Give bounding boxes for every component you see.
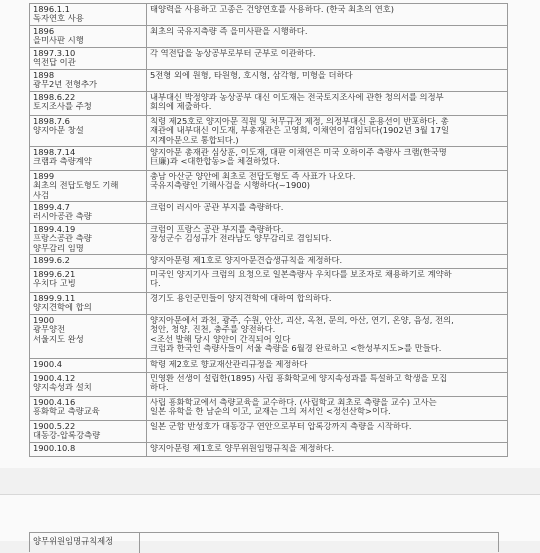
description-line: 다. (150, 279, 161, 289)
description-cell (147, 224, 508, 255)
description-line: 태양력을 사용하고 고종은 건양연호를 사용하다. (한국 최초의 연호) (150, 5, 394, 14)
date-cell (30, 421, 147, 443)
date-cell (30, 224, 147, 255)
event-date: 1896.1.1 (33, 5, 70, 14)
date-cell (30, 359, 147, 373)
date-cell (30, 48, 147, 70)
description-line: 크럼이 러시아 공관 부지를 측량하다. (150, 203, 284, 212)
event-date: 1896 (33, 27, 55, 36)
event-title: 흥화학교 측량교육 (33, 407, 100, 417)
table-row (30, 26, 508, 48)
description-cell (147, 26, 508, 48)
description-cell (147, 116, 508, 147)
description-cell (147, 421, 508, 443)
date-cell (30, 397, 147, 421)
date-cell (30, 293, 147, 315)
table-row (30, 116, 508, 147)
description-line: 내부대신 박정양과 농상공부 대신 이도재는 전국토지조사에 관한 청의서를 의정부 (150, 93, 444, 102)
event-date: 1898.7.14 (33, 148, 76, 157)
event-date: 1900.10.8 (33, 444, 76, 453)
event-date: 1900.5.22 (33, 422, 76, 431)
event-title: 토지조사를 주청 (33, 102, 92, 112)
event-title: 러시아공관 측량 (33, 212, 92, 222)
table-row (30, 293, 508, 315)
date-cell (30, 147, 147, 171)
description-cell (147, 255, 508, 269)
table-row (30, 269, 508, 293)
description-cell (147, 48, 508, 70)
table-row (30, 4, 508, 26)
table-row (30, 373, 508, 397)
event-date: 1899.9.11 (33, 294, 76, 303)
table-row (30, 359, 508, 373)
table-row (30, 171, 508, 202)
description-line: 양지아문 총재관 심상훈, 이도재, 대판 이채연은 미국 오하이주 측량사 크램(한국명 (150, 148, 447, 157)
event-title: 양지견학에 합의 (33, 303, 92, 313)
description-line: 크럼이 프랑스 공관 부지를 측량하다. (150, 225, 284, 234)
table-row (30, 202, 508, 224)
description-cell (147, 70, 508, 92)
date-cell (30, 443, 147, 457)
description-cell (147, 4, 508, 26)
table-row (30, 92, 508, 116)
event-title: 최초의 전답도형도 기해 (33, 181, 119, 191)
description-line: 미국인 양지기사 크럼의 요청으로 일본측량사 우치다를 보조자로 채용하기로 계약하 (150, 270, 452, 279)
event-date: 1900 (33, 316, 55, 325)
description-line: 최초의 국유지측량 즉 을미사판을 시행하다. (150, 27, 308, 36)
description-cell (147, 269, 508, 293)
description-cell (147, 202, 508, 224)
description-line: 재관에 내부대신 이도재, 부총재관은 고영희, 이채연이 겸임되다(1902년 3월 17일 (150, 126, 449, 136)
date-cell (30, 171, 147, 202)
event-date: 1898.7.6 (33, 117, 70, 126)
date-cell (30, 92, 147, 116)
date-cell (30, 26, 147, 48)
event-date: 1899 (33, 172, 55, 181)
history-table (29, 3, 508, 457)
event-date: 1899.4.19 (33, 225, 76, 234)
description-line: 양지아문에서 과천, 광주, 수원, 안산, 괴산, 옥천, 문의, 아산, 연기, 온양, 음성, 전의, (150, 316, 454, 325)
next-document-page (0, 494, 540, 546)
event-title: 사검 (33, 190, 50, 200)
description-line: 하다. (150, 383, 169, 393)
table-row (30, 70, 508, 92)
next-page-table (29, 532, 499, 552)
event-title: 독자연호 사용 (33, 14, 84, 24)
table-row (30, 255, 508, 269)
date-cell (30, 255, 147, 269)
table-row (30, 397, 508, 421)
description-cell (147, 92, 508, 116)
description-line: 지계아문으로 통합되다.) (150, 135, 239, 145)
description-line: 사립 흥화학교에서 측량교육을 교수하다. (사립학교 최초로 측량을 교수) 고사는 (150, 398, 437, 407)
date-cell (30, 116, 147, 147)
description-line: 청안, 청양, 진천, 충주를 양전하다. (150, 325, 276, 335)
description-line: 양지아문령 제1호로 양무위원임명규칙을 제정하다. (150, 444, 335, 453)
event-date: 1897.3.10 (33, 49, 76, 58)
description-line: 회의에 제출하다. (150, 102, 212, 112)
description-cell (147, 293, 508, 315)
event-title: 광무2년 전형추가 (33, 80, 98, 90)
event-title: 광무양전 (33, 325, 66, 335)
description-line: 일본 군함 반성호가 대동강구 연안으로부터 압록강까지 측량을 시작하다. (150, 422, 412, 431)
event-title: 양지아문 창설 (33, 126, 84, 136)
description-line: 5전형 외에 원형, 타원형, 호시형, 삼각형, 미형을 더하다 (150, 71, 353, 80)
description-line: 장성군수 김성규가 전라남도 양무감리로 겸임되다. (150, 234, 332, 244)
date-cell (30, 373, 147, 397)
description-cell (147, 147, 508, 171)
table-row (30, 48, 508, 70)
description-line: 경기도 용인군민들이 양지견학에 대하여 합의하다. (150, 294, 332, 303)
table-row (30, 224, 508, 255)
date-cell (30, 202, 147, 224)
description-cell (147, 171, 508, 202)
description-line: 각 역전답을 농상공부로부터 군부로 이관하다. (150, 49, 316, 58)
description-line: 칙령 제25호로 양지아문 직원 및 처무규정 제정, 의정부대신 윤용선이 반포하다. 총 (150, 117, 449, 126)
event-title: 크램과 측량계약 (33, 157, 92, 167)
description-cell (147, 359, 508, 373)
event-title: 대동강-압록강측량 (33, 431, 101, 441)
event-title: 서울지도 완성 (33, 334, 84, 344)
table-row (30, 315, 508, 359)
description-line: 양지아문령 제1호로 양지아문견습생규칙을 제정하다. (150, 256, 343, 265)
description-cell (147, 443, 508, 457)
description-line: 巨廉)과 <대한합동>을 체결하였다. (150, 157, 280, 167)
event-date: 1898 (33, 71, 55, 80)
description-cell (147, 397, 508, 421)
event-date: 1899.4.7 (33, 203, 70, 212)
description-line: 학령 제2호로 향교재산관리규정을 제정하다 (150, 360, 308, 369)
event-date: 1900.4 (33, 360, 63, 369)
description-line: 일본 유학을 한 남순의 이고, 교재는 그의 저서인 <정선산학>이다. (150, 407, 391, 417)
date-cell (30, 315, 147, 359)
description-line: 충남 아산군 양안에 최초로 전답도형도 즉 사표가 나오다. (150, 172, 356, 181)
event-date: 1900.4.16 (33, 398, 76, 407)
event-title: 우치다 고빙 (33, 279, 76, 289)
description-cell (147, 315, 508, 359)
event-title: 양지속성과 설치 (33, 383, 92, 393)
description-line: <조선 발해 당시 양안이 간직되어 있다 (150, 334, 291, 344)
event-date: 1900.4.12 (33, 374, 76, 383)
page-gap (0, 468, 540, 494)
date-cell (30, 4, 147, 26)
table-row (30, 443, 508, 457)
table-row (30, 147, 508, 171)
event-title: 양무감리 임명 (33, 243, 84, 253)
event-date: 1899.6.21 (33, 270, 76, 279)
description-cell (147, 373, 508, 397)
event-date: 1898.6.22 (33, 93, 76, 102)
event-title: 을미사판 시행 (33, 36, 84, 46)
event-title: 프랑스공관 측량 (33, 234, 92, 244)
event-date: 1899.6.2 (33, 256, 70, 265)
description-line: 민영환 선생이 설립한(1895) 사립 흥화학교에 양지속성과를 특설하고 학생을 모집 (150, 374, 448, 383)
date-cell (30, 70, 147, 92)
table-row (30, 421, 508, 443)
date-cell (30, 269, 147, 293)
event-title: 역전답 이관 (33, 58, 76, 68)
description-line: 국유지측량인 기해사검을 시행하다(~1900) (150, 181, 311, 191)
description-line: 크럼과 한국인 측량사들이 서울 측량을 6월경 완료하고 <한성부지도>를 만들다. (150, 343, 442, 353)
next-page-first-cell: 양무위원임명규칙제정 (30, 533, 140, 553)
